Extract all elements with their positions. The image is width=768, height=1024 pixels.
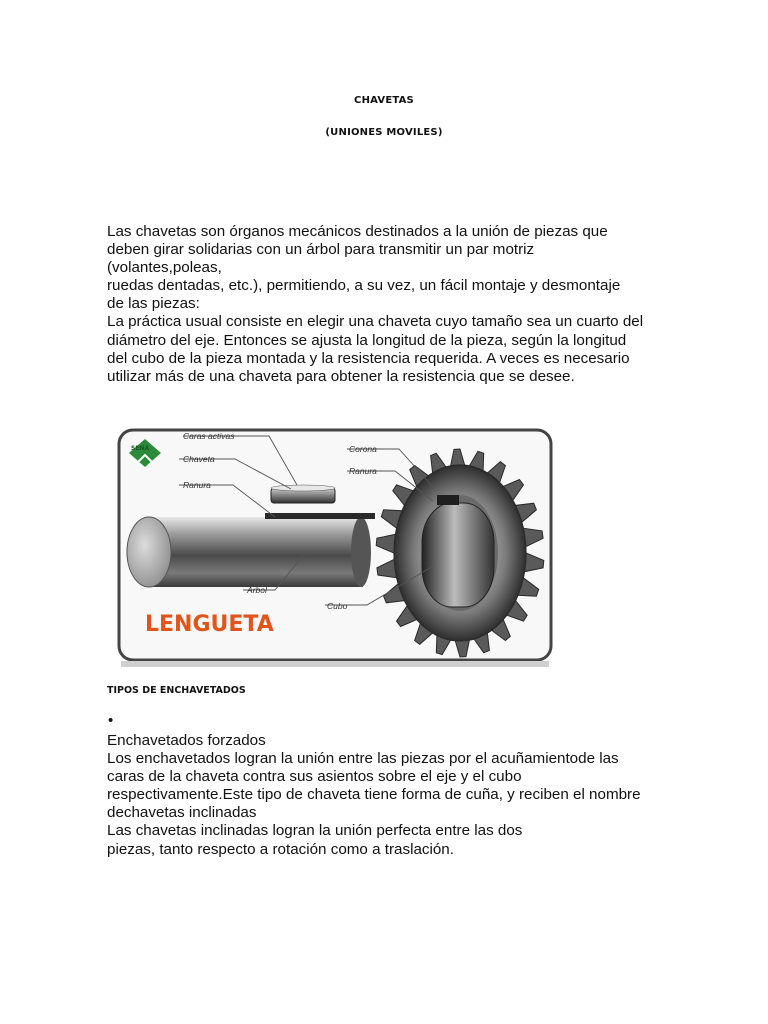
label-ranura-left: Ranura <box>183 480 211 490</box>
intro-line: diámetro del eje. Entonces se ajusta la longitud de la pieza, según la longitud <box>107 331 627 349</box>
intro-line: Las chavetas son órganos mecánicos destinados a la unión de piezas que <box>107 223 608 240</box>
intro-line: La práctica usual consiste en elegir una chaveta cuyo tamaño sea un cuarto del <box>107 313 644 331</box>
forced-line: respectivamente.Este tipo de chaveta tiene forma de cuña, y reciben el nombre <box>107 786 641 804</box>
forced-line: caras de la chaveta contra sus asientos sobre el eje y el cubo <box>107 768 522 786</box>
label-caras-activas: Caras activas <box>183 431 235 441</box>
forced-line: Enchavetados forzados <box>107 732 266 749</box>
document-subtitle: (UNIONES MOVILES) <box>325 127 443 138</box>
intro-line: (volantes,poleas, <box>107 259 222 277</box>
forced-line: Las chavetas inclinadas logran la unión perfecta entre las dos <box>107 822 523 840</box>
intro-line: utilizar más de una chaveta para obtener la resistencia que se desee. <box>107 367 575 385</box>
section-heading: TIPOS DE ENCHAVETADOS <box>107 685 246 696</box>
shaft <box>127 513 375 587</box>
intro-line: deben girar solidarias con un árbol para transmitir un par motriz <box>107 241 535 259</box>
bullet-marker: • <box>108 712 114 729</box>
label-cubo: Cubo <box>327 601 348 611</box>
key-block <box>271 485 335 503</box>
label-chaveta: Chaveta <box>183 454 215 464</box>
label-corona: Corona <box>349 444 377 454</box>
figure-caption: LENGUETA <box>145 612 274 637</box>
label-arbol: Árbol <box>247 585 267 595</box>
svg-text:SENA: SENA <box>131 445 150 452</box>
intro-line: del cubo de la pieza montada y la resistencia requerida. A veces es necesario <box>107 349 630 367</box>
key-diagram <box>115 425 555 668</box>
intro-line: de las piezas: <box>107 295 200 313</box>
key-diagram-figure <box>115 425 555 668</box>
label-ranura-right: Ranura <box>349 466 377 476</box>
intro-paragraph <box>107 223 679 386</box>
forced-line: piezas, tanto respecto a rotación como a traslación. <box>107 840 454 858</box>
forced-keys-paragraph <box>107 732 679 859</box>
intro-line: ruedas dentadas, etc.), permitiendo, a su vez, un fácil montaje y desmontaje <box>107 277 621 295</box>
forced-line: Los enchavetados logran la unión entre las piezas por el acuñamientode las <box>107 750 619 768</box>
document-title: CHAVETAS <box>354 95 414 106</box>
forced-line: dechavetas inclinadas <box>107 804 257 822</box>
